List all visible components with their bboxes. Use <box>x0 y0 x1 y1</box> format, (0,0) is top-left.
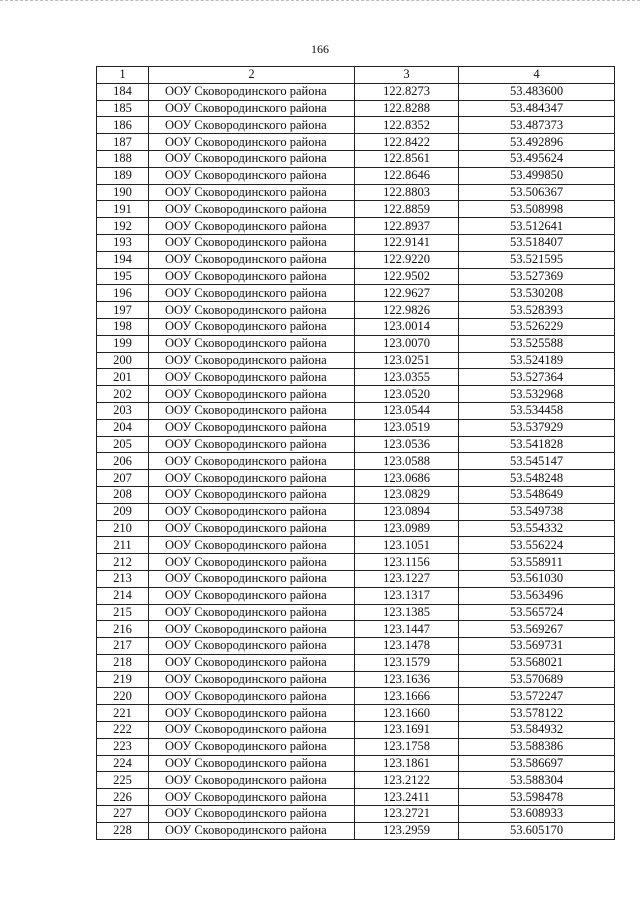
longitude-cell: 122.8937 <box>355 218 459 235</box>
table-row <box>97 134 615 151</box>
longitude-cell: 123.0989 <box>355 520 459 537</box>
latitude-cell: 53.588386 <box>459 738 615 755</box>
object-name-cell: ООУ Сковородинского района <box>149 520 355 537</box>
longitude-cell: 123.0536 <box>355 436 459 453</box>
object-name-cell: ООУ Сковородинского района <box>149 755 355 772</box>
longitude-cell: 123.1691 <box>355 722 459 739</box>
object-name-cell: ООУ Сковородинского района <box>149 822 355 839</box>
longitude-cell: 123.1051 <box>355 537 459 554</box>
table-row <box>97 789 615 806</box>
table-row <box>97 352 615 369</box>
longitude-cell: 123.0014 <box>355 318 459 335</box>
latitude-cell: 53.548248 <box>459 470 615 487</box>
table-row <box>97 402 615 419</box>
latitude-cell: 53.588304 <box>459 772 615 789</box>
object-name-cell: ООУ Сковородинского района <box>149 738 355 755</box>
row-number-cell: 198 <box>97 318 149 335</box>
longitude-cell: 122.9627 <box>355 285 459 302</box>
row-number-cell: 221 <box>97 705 149 722</box>
longitude-cell: 122.8859 <box>355 201 459 218</box>
latitude-cell: 53.518407 <box>459 234 615 251</box>
table-row <box>97 822 615 839</box>
table-row <box>97 100 615 117</box>
table-row <box>97 554 615 571</box>
table-row <box>97 755 615 772</box>
longitude-cell: 123.1666 <box>355 688 459 705</box>
row-number-cell: 223 <box>97 738 149 755</box>
object-name-cell: ООУ Сковородинского района <box>149 570 355 587</box>
row-number-cell: 197 <box>97 302 149 319</box>
table-row <box>97 117 615 134</box>
row-number-cell: 207 <box>97 470 149 487</box>
table-row <box>97 453 615 470</box>
longitude-cell: 123.1579 <box>355 654 459 671</box>
longitude-cell: 123.0251 <box>355 352 459 369</box>
object-name-cell: ООУ Сковородинского района <box>149 638 355 655</box>
row-number-cell: 206 <box>97 453 149 470</box>
table-row <box>97 167 615 184</box>
column-header-4: 4 <box>459 67 615 84</box>
table-row <box>97 184 615 201</box>
table-row <box>97 486 615 503</box>
latitude-cell: 53.532968 <box>459 386 615 403</box>
row-number-cell: 228 <box>97 822 149 839</box>
table-row <box>97 201 615 218</box>
table-row <box>97 150 615 167</box>
longitude-cell: 123.0544 <box>355 402 459 419</box>
row-number-cell: 189 <box>97 167 149 184</box>
row-number-cell: 201 <box>97 369 149 386</box>
object-name-cell: ООУ Сковородинского района <box>149 587 355 604</box>
row-number-cell: 215 <box>97 604 149 621</box>
latitude-cell: 53.584932 <box>459 722 615 739</box>
table-row <box>97 503 615 520</box>
object-name-cell: ООУ Сковородинского района <box>149 83 355 100</box>
longitude-cell: 123.2411 <box>355 789 459 806</box>
latitude-cell: 53.569731 <box>459 638 615 655</box>
table-row <box>97 587 615 604</box>
row-number-cell: 196 <box>97 285 149 302</box>
longitude-cell: 123.1861 <box>355 755 459 772</box>
row-number-cell: 193 <box>97 234 149 251</box>
row-number-cell: 195 <box>97 268 149 285</box>
longitude-cell: 122.8273 <box>355 83 459 100</box>
longitude-cell: 122.9826 <box>355 302 459 319</box>
latitude-cell: 53.605170 <box>459 822 615 839</box>
row-number-cell: 194 <box>97 251 149 268</box>
table-row <box>97 470 615 487</box>
row-number-cell: 226 <box>97 789 149 806</box>
latitude-cell: 53.545147 <box>459 453 615 470</box>
object-name-cell: ООУ Сковородинского района <box>149 134 355 151</box>
object-name-cell: ООУ Сковородинского района <box>149 386 355 403</box>
row-number-cell: 212 <box>97 554 149 571</box>
table-row <box>97 386 615 403</box>
row-number-cell: 222 <box>97 722 149 739</box>
row-number-cell: 188 <box>97 150 149 167</box>
latitude-cell: 53.556224 <box>459 537 615 554</box>
coordinates-table <box>96 66 615 840</box>
latitude-cell: 53.578122 <box>459 705 615 722</box>
row-number-cell: 205 <box>97 436 149 453</box>
latitude-cell: 53.524189 <box>459 352 615 369</box>
table-row <box>97 806 615 823</box>
table-header-row <box>97 67 615 84</box>
table-row <box>97 570 615 587</box>
row-number-cell: 224 <box>97 755 149 772</box>
table-row <box>97 671 615 688</box>
object-name-cell: ООУ Сковородинского района <box>149 554 355 571</box>
table-row <box>97 218 615 235</box>
object-name-cell: ООУ Сковородинского района <box>149 318 355 335</box>
row-number-cell: 208 <box>97 486 149 503</box>
table-row <box>97 738 615 755</box>
object-name-cell: ООУ Сковородинского района <box>149 117 355 134</box>
table-row <box>97 722 615 739</box>
scan-edge-line <box>0 0 640 4</box>
longitude-cell: 123.1156 <box>355 554 459 571</box>
table-row <box>97 335 615 352</box>
row-number-cell: 184 <box>97 83 149 100</box>
object-name-cell: ООУ Сковородинского района <box>149 436 355 453</box>
longitude-cell: 123.1660 <box>355 705 459 722</box>
object-name-cell: ООУ Сковородинского района <box>149 100 355 117</box>
longitude-cell: 123.1317 <box>355 587 459 604</box>
object-name-cell: ООУ Сковородинского района <box>149 419 355 436</box>
longitude-cell: 123.1478 <box>355 638 459 655</box>
latitude-cell: 53.537929 <box>459 419 615 436</box>
latitude-cell: 53.598478 <box>459 789 615 806</box>
latitude-cell: 53.554332 <box>459 520 615 537</box>
row-number-cell: 211 <box>97 537 149 554</box>
object-name-cell: ООУ Сковородинского района <box>149 789 355 806</box>
longitude-cell: 123.1758 <box>355 738 459 755</box>
longitude-cell: 122.8803 <box>355 184 459 201</box>
longitude-cell: 122.8646 <box>355 167 459 184</box>
longitude-cell: 123.0520 <box>355 386 459 403</box>
table-row <box>97 251 615 268</box>
object-name-cell: ООУ Сковородинского района <box>149 201 355 218</box>
latitude-cell: 53.483600 <box>459 83 615 100</box>
table-row <box>97 520 615 537</box>
longitude-cell: 123.0588 <box>355 453 459 470</box>
object-name-cell: ООУ Сковородинского района <box>149 335 355 352</box>
object-name-cell: ООУ Сковородинского района <box>149 234 355 251</box>
latitude-cell: 53.586697 <box>459 755 615 772</box>
object-name-cell: ООУ Сковородинского района <box>149 604 355 621</box>
object-name-cell: ООУ Сковородинского района <box>149 654 355 671</box>
latitude-cell: 53.563496 <box>459 587 615 604</box>
longitude-cell: 122.9502 <box>355 268 459 285</box>
longitude-cell: 122.8561 <box>355 150 459 167</box>
object-name-cell: ООУ Сковородинского района <box>149 453 355 470</box>
row-number-cell: 214 <box>97 587 149 604</box>
longitude-cell: 123.1636 <box>355 671 459 688</box>
longitude-cell: 123.0070 <box>355 335 459 352</box>
object-name-cell: ООУ Сковородинского района <box>149 806 355 823</box>
longitude-cell: 123.2721 <box>355 806 459 823</box>
row-number-cell: 213 <box>97 570 149 587</box>
object-name-cell: ООУ Сковородинского района <box>149 772 355 789</box>
object-name-cell: ООУ Сковородинского района <box>149 537 355 554</box>
longitude-cell: 123.0894 <box>355 503 459 520</box>
object-name-cell: ООУ Сковородинского района <box>149 218 355 235</box>
table-row <box>97 654 615 671</box>
latitude-cell: 53.526229 <box>459 318 615 335</box>
object-name-cell: ООУ Сковородинского района <box>149 470 355 487</box>
latitude-cell: 53.541828 <box>459 436 615 453</box>
object-name-cell: ООУ Сковородинского района <box>149 705 355 722</box>
longitude-cell: 122.8288 <box>355 100 459 117</box>
row-number-cell: 187 <box>97 134 149 151</box>
object-name-cell: ООУ Сковородинского района <box>149 268 355 285</box>
longitude-cell: 123.0686 <box>355 470 459 487</box>
row-number-cell: 216 <box>97 621 149 638</box>
column-header-1: 1 <box>97 67 149 84</box>
table-row <box>97 638 615 655</box>
table-row <box>97 621 615 638</box>
latitude-cell: 53.487373 <box>459 117 615 134</box>
column-header-3: 3 <box>355 67 459 84</box>
latitude-cell: 53.527369 <box>459 268 615 285</box>
row-number-cell: 203 <box>97 402 149 419</box>
latitude-cell: 53.570689 <box>459 671 615 688</box>
row-number-cell: 191 <box>97 201 149 218</box>
object-name-cell: ООУ Сковородинского района <box>149 369 355 386</box>
row-number-cell: 200 <box>97 352 149 369</box>
latitude-cell: 53.499850 <box>459 167 615 184</box>
row-number-cell: 217 <box>97 638 149 655</box>
longitude-cell: 123.1227 <box>355 570 459 587</box>
object-name-cell: ООУ Сковородинского района <box>149 352 355 369</box>
latitude-cell: 53.561030 <box>459 570 615 587</box>
row-number-cell: 186 <box>97 117 149 134</box>
latitude-cell: 53.568021 <box>459 654 615 671</box>
latitude-cell: 53.527364 <box>459 369 615 386</box>
longitude-cell: 123.1447 <box>355 621 459 638</box>
longitude-cell: 123.2122 <box>355 772 459 789</box>
table-row <box>97 268 615 285</box>
row-number-cell: 204 <box>97 419 149 436</box>
table-row <box>97 302 615 319</box>
longitude-cell: 123.0829 <box>355 486 459 503</box>
longitude-cell: 122.9141 <box>355 234 459 251</box>
row-number-cell: 202 <box>97 386 149 403</box>
table-row <box>97 83 615 100</box>
object-name-cell: ООУ Сковородинского района <box>149 722 355 739</box>
longitude-cell: 123.2959 <box>355 822 459 839</box>
table-row <box>97 537 615 554</box>
row-number-cell: 219 <box>97 671 149 688</box>
table-row <box>97 436 615 453</box>
row-number-cell: 225 <box>97 772 149 789</box>
row-number-cell: 227 <box>97 806 149 823</box>
row-number-cell: 199 <box>97 335 149 352</box>
column-header-2: 2 <box>149 67 355 84</box>
latitude-cell: 53.484347 <box>459 100 615 117</box>
latitude-cell: 53.549738 <box>459 503 615 520</box>
table-row <box>97 419 615 436</box>
table-row <box>97 604 615 621</box>
latitude-cell: 53.565724 <box>459 604 615 621</box>
row-number-cell: 209 <box>97 503 149 520</box>
latitude-cell: 53.512641 <box>459 218 615 235</box>
latitude-cell: 53.495624 <box>459 150 615 167</box>
table-row <box>97 688 615 705</box>
longitude-cell: 123.0519 <box>355 419 459 436</box>
table-row <box>97 772 615 789</box>
object-name-cell: ООУ Сковородинского района <box>149 285 355 302</box>
object-name-cell: ООУ Сковородинского района <box>149 251 355 268</box>
latitude-cell: 53.569267 <box>459 621 615 638</box>
row-number-cell: 218 <box>97 654 149 671</box>
table-row <box>97 234 615 251</box>
longitude-cell: 123.1385 <box>355 604 459 621</box>
table-row <box>97 285 615 302</box>
table-row <box>97 369 615 386</box>
object-name-cell: ООУ Сковородинского района <box>149 167 355 184</box>
longitude-cell: 122.8352 <box>355 117 459 134</box>
object-name-cell: ООУ Сковородинского района <box>149 184 355 201</box>
object-name-cell: ООУ Сковородинского района <box>149 688 355 705</box>
longitude-cell: 122.9220 <box>355 251 459 268</box>
latitude-cell: 53.608933 <box>459 806 615 823</box>
longitude-cell: 122.8422 <box>355 134 459 151</box>
latitude-cell: 53.534458 <box>459 402 615 419</box>
object-name-cell: ООУ Сковородинского района <box>149 621 355 638</box>
object-name-cell: ООУ Сковородинского района <box>149 503 355 520</box>
latitude-cell: 53.530208 <box>459 285 615 302</box>
latitude-cell: 53.572247 <box>459 688 615 705</box>
row-number-cell: 210 <box>97 520 149 537</box>
table-row <box>97 705 615 722</box>
latitude-cell: 53.508998 <box>459 201 615 218</box>
latitude-cell: 53.492896 <box>459 134 615 151</box>
object-name-cell: ООУ Сковородинского района <box>149 402 355 419</box>
row-number-cell: 185 <box>97 100 149 117</box>
row-number-cell: 220 <box>97 688 149 705</box>
latitude-cell: 53.525588 <box>459 335 615 352</box>
latitude-cell: 53.528393 <box>459 302 615 319</box>
latitude-cell: 53.548649 <box>459 486 615 503</box>
latitude-cell: 53.521595 <box>459 251 615 268</box>
latitude-cell: 53.558911 <box>459 554 615 571</box>
longitude-cell: 123.0355 <box>355 369 459 386</box>
page-number: 166 <box>311 42 329 56</box>
table-row <box>97 318 615 335</box>
object-name-cell: ООУ Сковородинского района <box>149 486 355 503</box>
row-number-cell: 190 <box>97 184 149 201</box>
object-name-cell: ООУ Сковородинского района <box>149 150 355 167</box>
row-number-cell: 192 <box>97 218 149 235</box>
object-name-cell: ООУ Сковородинского района <box>149 671 355 688</box>
latitude-cell: 53.506367 <box>459 184 615 201</box>
object-name-cell: ООУ Сковородинского района <box>149 302 355 319</box>
